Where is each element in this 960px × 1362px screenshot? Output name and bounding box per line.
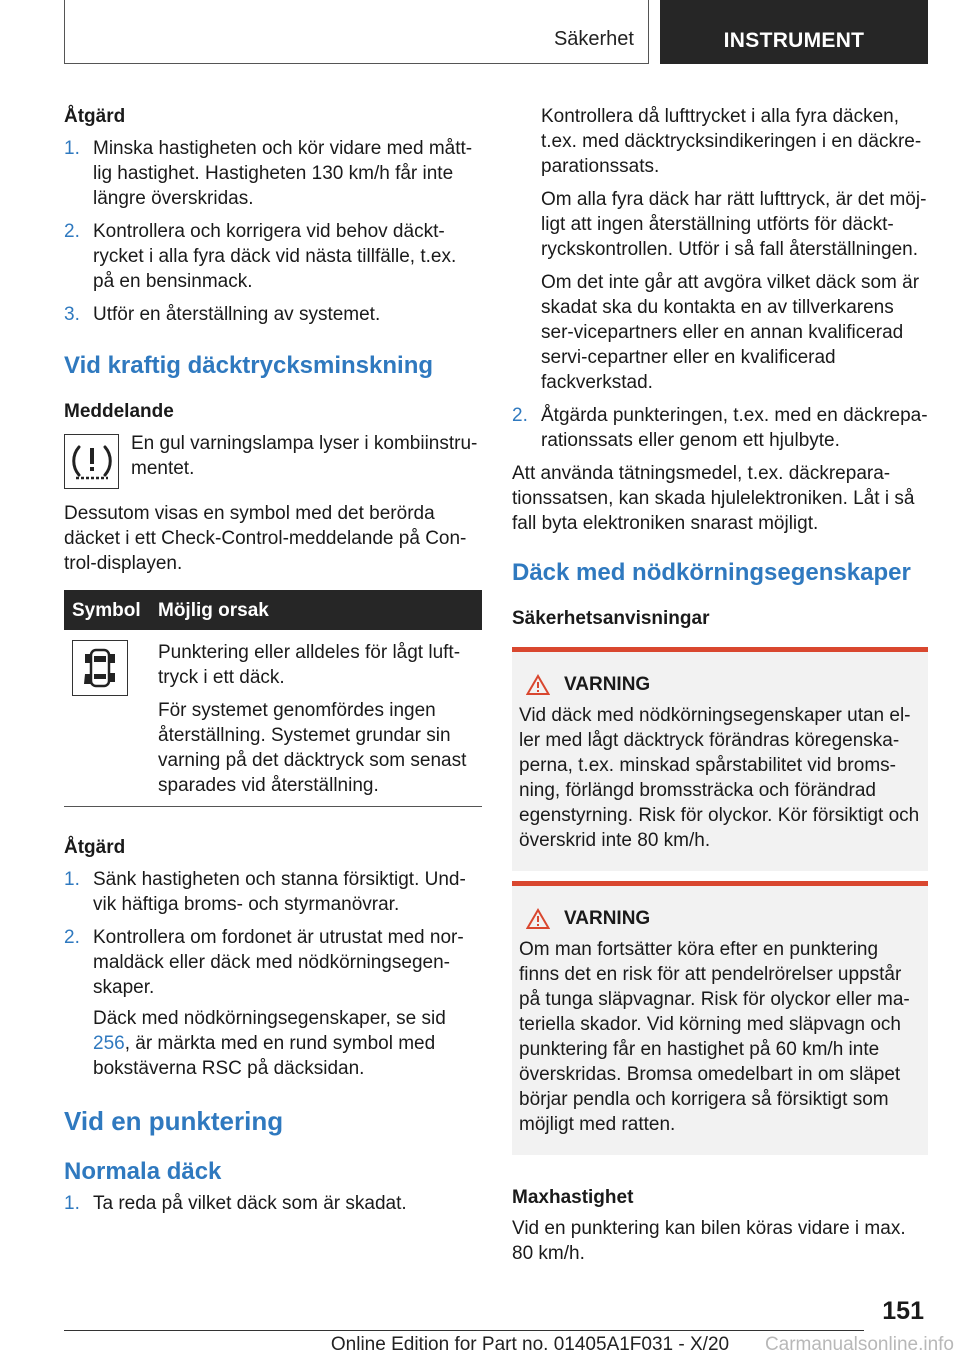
max-speed-heading: Maxhastighet	[512, 1187, 634, 1208]
warning-text: Om man fortsätter köra efter en punktering finns det en risk för att pendelrörelser uppstår på tunga släpvagnar. Risk för olyckor eller ma-teriella skador. Vid körning med släpvagn och punktering får en hastighet på 60 km/h inte överskridas. Bromsa omedelbart in om släpet börjar pendla och korrigera så försiktigt som möjligt med ratten.	[519, 939, 910, 1135]
display-text: Dessutom visas en symbol med det berörda däcket i ett Check-Control-meddelande på Con-trol-displayen.	[64, 503, 467, 574]
table-header-cause: Möjlig orsak	[150, 590, 482, 630]
header-chapter-box	[660, 0, 928, 64]
right-column	[512, 104, 928, 1266]
warning-header	[519, 906, 922, 931]
list-item-continuation: Om det inte går att avgöra vilket däck som är skadat ska du kontakta en av tillverkarens ser-vicepartners eller en annan kvalificerad servi-cepartner eller en kvalificerad fackverkstad.	[541, 272, 920, 393]
flat-tire-heading: Vid en punktering	[64, 1106, 284, 1136]
normal-list	[64, 1191, 482, 1216]
warning-triangle-icon	[526, 908, 550, 930]
header-chapter-title: INSTRUMENT	[723, 29, 865, 52]
message-block	[64, 431, 482, 489]
list-item: 2. Kontrollera om fordonet är utrustat med nor-maldäck eller däck med nödkörningsegen-skaper.	[64, 927, 464, 998]
warning-header	[519, 672, 922, 697]
action-list-2	[64, 867, 482, 1081]
symbol-table	[64, 590, 482, 807]
footer-divider	[64, 1330, 864, 1331]
list-item: 1. Ta reda på vilket däck som är skadat.	[64, 1193, 407, 1214]
list-item: 1. Sänk hastigheten och stanna försiktigt. Und-vik häftiga broms- och styrmanövrar.	[64, 869, 466, 915]
tire-pressure-warning-icon	[64, 434, 119, 489]
safety-heading: Säkerhetsanvisningar	[512, 608, 710, 629]
message-heading: Meddelande	[64, 401, 174, 422]
header-section-title: Säkerhet	[553, 28, 634, 50]
list-item-continuation: Kontrollera då lufttrycket i alla fyra däcken, t.ex. med däcktrycksindikeringen i en däckre-parationssats.	[541, 106, 922, 177]
table-header-row	[64, 590, 482, 630]
continued-list	[512, 104, 928, 453]
action-heading-2: Åtgärd	[64, 837, 126, 858]
list-item: 1. Minska hastigheten och kör vidare med mått-lig hastighet. Hastigheten 130 km/h får inte längre överskridas.	[64, 138, 473, 209]
header-section-box	[64, 0, 649, 64]
strong-drop-heading: Vid kraftig däcktrycksminskning	[64, 352, 434, 379]
rsc-heading: Däck med nödkörningsegenskaper	[512, 559, 911, 586]
warning-box-2	[512, 881, 928, 1155]
normal-tires-heading: Normala däck	[64, 1158, 222, 1185]
warning-text: Vid däck med nödkörningsegenskaper utan el-ler med lågt däcktryck förändras köregenska-perna, t.ex. minskad spårstabilitet vid broms-ning, förlängd bromssträcka och förändrad egenstyrning. Risk för olyckor. Kör försiktigt och överskrid inte 80 km/h.	[519, 705, 920, 851]
warning-triangle-icon	[526, 674, 550, 696]
car-flat-tire-icon	[72, 640, 128, 696]
table-cell-cause: Punktering eller alldeles för lågt luft-tryck i ett däck. För systemet genomfördes ingen återställning. Systemet grundar sin varning på det däcktryck som senast sparades vid återställning.	[150, 630, 482, 807]
list-item: 2. Åtgärda punkteringen, t.ex. med en däckrepa-rationssats eller genom ett hjulbyte.	[512, 405, 928, 451]
warning-title: VARNING	[564, 908, 651, 929]
table-row	[64, 630, 482, 807]
warning-box-1	[512, 647, 928, 871]
list-item: 2. Kontrollera och korrigera vid behov däckt-rycket i alla fyra däck vid nästa tillfälle, t.ex. på en bensinmack.	[64, 221, 457, 292]
left-column	[64, 104, 482, 1224]
footer-brand: Carmanualsonline.info	[764, 1334, 954, 1355]
message-text: En gul varningslampa lyser i kombiinstru-mentet.	[131, 433, 478, 479]
warning-title: VARNING	[564, 674, 651, 695]
list-item: 3. Utför en återställning av systemet.	[64, 304, 381, 325]
page-number: 151	[882, 1297, 924, 1325]
list-item-continuation: Däck med nödkörningsegenskaper, se sid 256, är märkta med en rund symbol med bokstäverna RSC på däcksidan.	[93, 1008, 446, 1079]
table-header-symbol: Symbol	[64, 590, 150, 630]
table-cell-symbol	[64, 630, 150, 807]
action-heading-1: Åtgärd	[64, 106, 126, 127]
max-speed-text: Vid en punktering kan bilen köras vidare i max. 80 km/h.	[512, 1218, 906, 1264]
action-list-1	[64, 136, 482, 327]
footer-edition: Online Edition for Part no. 01405A1F031 - X/20	[330, 1334, 730, 1355]
sealant-text: Att använda tätningsmedel, t.ex. däckrepara-tionssatsen, kan skada hjulelektroniken. Låt i så fall byta elektroniken snarast möjligt.	[512, 463, 915, 534]
page-link-256[interactable]: 256	[93, 1033, 125, 1054]
page-header	[64, 0, 928, 64]
list-item-continuation: Om alla fyra däck har rätt lufttryck, är det möj-ligt att ingen återställning utförts för däckt-ryckskontrollen. Utför i så fall återställningen.	[541, 189, 927, 260]
